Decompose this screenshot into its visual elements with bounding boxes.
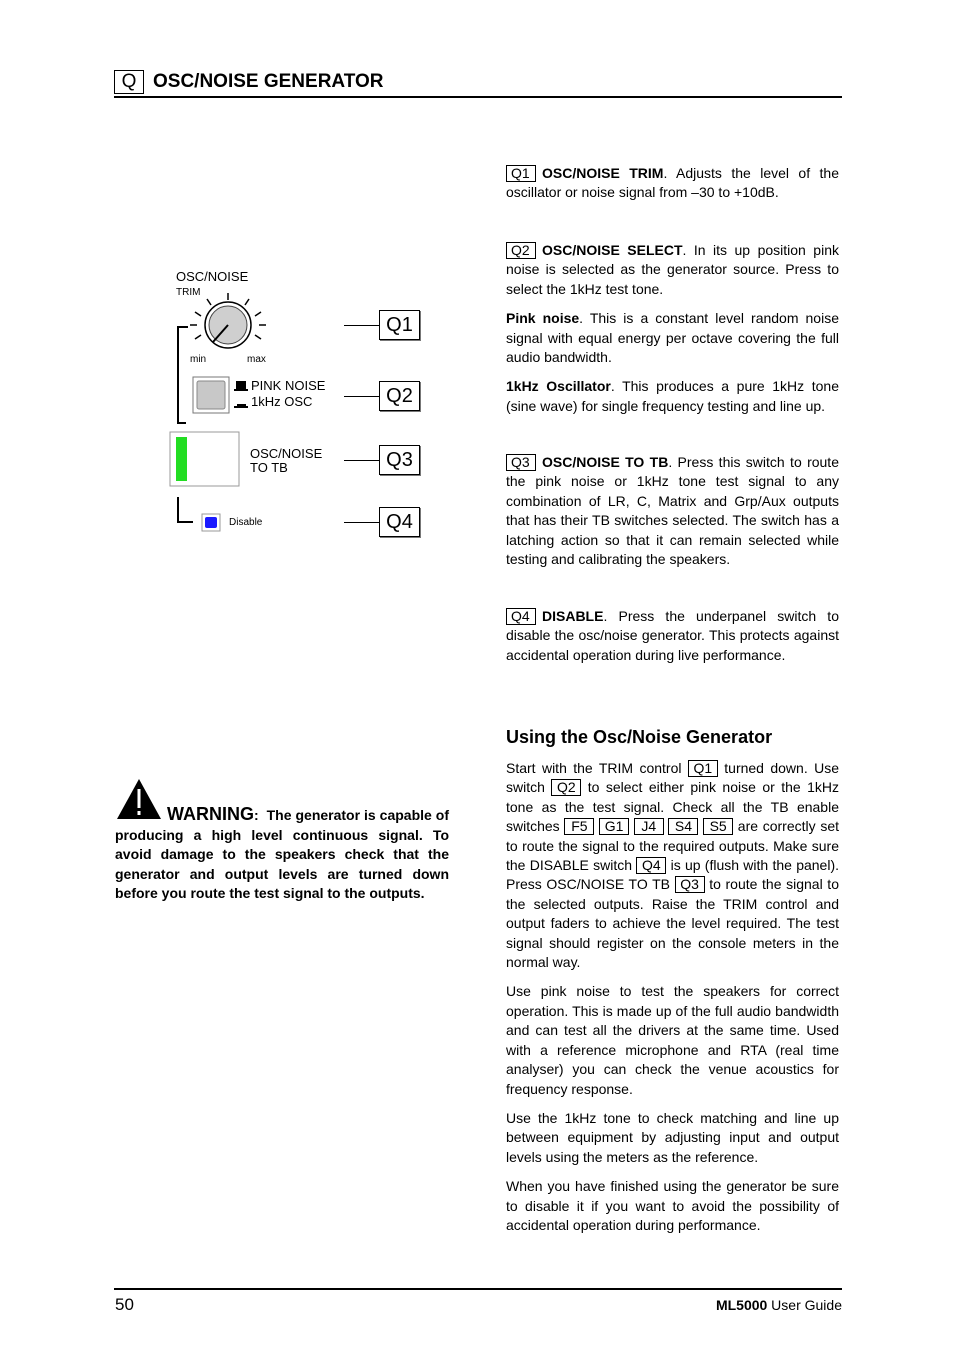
- using-heading: Using the Osc/Noise Generator: [506, 727, 773, 747]
- disable-label: Disable: [229, 517, 263, 528]
- callout-q4: Q4: [379, 507, 420, 537]
- q1-text: . Adjusts the level of the oscillator or noise signal from –30 to +10dB.: [506, 165, 839, 201]
- section-letter: Q: [114, 70, 144, 94]
- oscillator-text: . This produces a pure 1kHz tone (sine wave) for single frequency testing and line up.: [506, 378, 840, 414]
- to-tb-label-1: OSC/NOISE: [250, 446, 323, 461]
- q4-tag: Q4: [506, 608, 536, 625]
- disable-led: [205, 517, 217, 528]
- using-paragraph-2: Use pink noise to test the speakers for correct operation. This is made up of the full audio bandwidth and can test all the drivers at the same time. Used with a reference microphone and RTA (real time analyser) you can check the venue acoustics for frequency response.: [506, 983, 839, 1097]
- callout-q1: Q1: [379, 310, 420, 340]
- q4-text: . Press the underpanel switch to disable the osc/noise generator. This protects against accidental operation during live performance.: [506, 608, 839, 663]
- ref-s5: S5: [703, 818, 733, 835]
- ref-q4: Q4: [636, 857, 666, 874]
- panel-drawing: [160, 285, 360, 545]
- using-paragraph-4: When you have finished using the generator be sure to disable it if you want to avoid the possibility of accidental operation during performance.: [506, 1178, 839, 1233]
- section-header: [114, 68, 842, 98]
- q3-tag: Q3: [506, 454, 536, 471]
- q2-text: . In its up position pink noise is selected as the generator source. Press to select the 1kHz test tone.: [506, 242, 839, 297]
- to-tb-label-2: TO TB: [250, 460, 288, 475]
- q1-description: [506, 164, 839, 203]
- warning-note: WARNING: The generator is capable of producing a high level continuous signal. To avoid damage to the speakers check that the generator and output levels are turned down before you route the test signal to the outputs.: [115, 804, 449, 901]
- q4-description: [506, 607, 839, 665]
- pink-noise-label: PINK NOISE: [251, 378, 326, 393]
- q2-description: [506, 241, 839, 426]
- to-tb-led: [176, 437, 187, 481]
- q3-text: . Press this switch to route the pink noise or 1kHz tone test signal to any combination of LR, C, Matrix and Grp/Aux outputs that has their TB switches selected. The switch has a latching action so that it can remain selected while testing and calibrating the speakers.: [506, 454, 839, 568]
- using-body: [506, 759, 839, 1245]
- ref-s4: S4: [668, 818, 698, 835]
- using-paragraph-1: Start with the TRIM control Q1 turned down. Use switch Q2 to select either pink noise or the 1kHz tone as the test signal. Check all the TB enable switches F5 G1 J4 S4 S5 are correctly set to route the signal to the required outputs. Make sure the DISABLE switch Q4 is up (flush with the panel). Press OSC/NOISE TO TB Q3 to route the signal to the selected outputs. Raise the TRIM control and output faders to achieve the level required. The test signal should register on the console meters in the normal way.: [506, 760, 840, 971]
- callout-q3: Q3: [379, 445, 420, 475]
- callout-q2: Q2: [379, 381, 420, 411]
- ref-q3: Q3: [675, 876, 705, 893]
- page-number: 50: [115, 1295, 134, 1314]
- q2-name: OSC/NOISE SELECT: [542, 242, 683, 258]
- ref-q1: Q1: [688, 760, 718, 777]
- trim-knob: [205, 302, 251, 348]
- warning-word: WARNING: [167, 804, 254, 824]
- min-label: min: [190, 354, 207, 365]
- osc-label: 1kHz OSC: [251, 394, 313, 409]
- oscillator-name: 1kHz Oscillator: [506, 378, 611, 395]
- using-paragraph-3: Use the 1kHz tone to check matching and line up between equipment by adjusting input and output levels using the meters as the reference.: [506, 1109, 839, 1165]
- section-title: OSC/NOISE GENERATOR: [153, 71, 384, 92]
- trim-sub-label: TRIM: [176, 287, 201, 298]
- q4-name: DISABLE: [542, 608, 604, 624]
- q1-tag: Q1: [506, 165, 536, 182]
- guide-name: ML5000 User Guide: [715, 1297, 842, 1313]
- footer-rule: [114, 1288, 842, 1290]
- trim-label: OSC/NOISE: [176, 269, 249, 284]
- pink-noise-name: Pink noise: [506, 310, 580, 327]
- ref-f5: F5: [564, 818, 594, 835]
- q1-name: OSC/NOISE TRIM: [542, 165, 664, 181]
- max-label: max: [247, 354, 266, 365]
- q2-tag: Q2: [506, 242, 536, 259]
- pink-noise-text: . This is a constant level random noise signal with equal energy per octave covering the full audio bandwidth.: [506, 310, 839, 366]
- select-switch: [197, 381, 225, 409]
- ref-j4: J4: [634, 818, 664, 835]
- ref-q2: Q2: [551, 779, 581, 796]
- q3-name: OSC/NOISE TO TB: [542, 454, 669, 470]
- q3-description: [506, 453, 839, 569]
- ref-g1: G1: [599, 818, 629, 835]
- warning-text: The generator is capable of producing a high level continuous signal. To avoid damage to the speakers check that the generator and output levels are turned down before you route the test signal to the outputs.: [115, 807, 449, 901]
